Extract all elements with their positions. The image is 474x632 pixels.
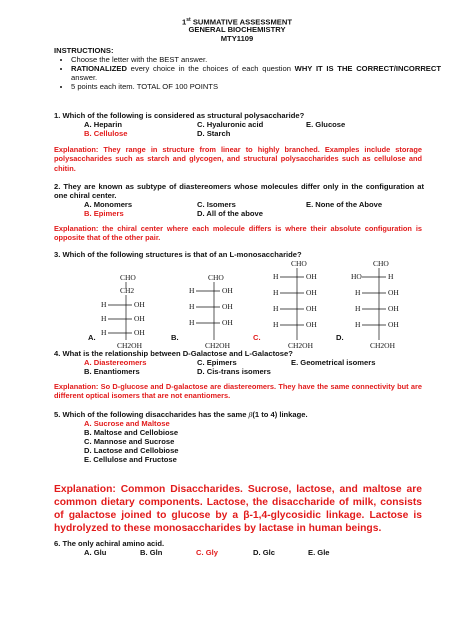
svg-text:CHO: CHO [291,259,307,268]
svg-text:CHO: CHO [208,273,224,282]
question-3: 3. Which of the following structures is that of an L-monosaccharide? [54,250,302,259]
q4-option-c: C. Epimers [197,358,237,367]
svg-text:H: H [355,288,361,297]
instructions-list [54,55,441,91]
svg-text:H: H [101,314,107,323]
svg-text:OH: OH [134,328,145,337]
q1-explanation: Explanation: They range in structure from linear to highly branched. Examples include storage polysaccharides such as starch and glycogen, and structural polysaccharides such as cellulose and chitin. [54,145,422,173]
course-title: GENERAL BIOCHEMISTRY [188,25,286,34]
question-5: 5. Which of the following disaccharides has the same β(1 to 4) linkage. [54,410,308,419]
q2-option-c: C. Isomers [197,200,236,209]
structure-d [351,259,399,348]
svg-text:H: H [101,300,107,309]
svg-text:CH2OH: CH2OH [117,341,143,348]
svg-text:CH2OH: CH2OH [288,341,314,348]
q1-option-d: D. Starch [197,129,231,138]
svg-text:H: H [189,318,195,327]
q2-option-b-answer: B. Epimers [84,209,124,218]
q4-option-a-answer: A. Diastereomers [84,358,147,367]
svg-text:OH: OH [222,302,233,311]
q4-option-d: D. Cis-trans isomers [197,367,271,376]
svg-text:CHO: CHO [120,273,136,282]
q5-option-d: D. Lactose and Cellobiose [84,446,179,455]
svg-text:H: H [355,304,361,313]
q1-option-b-answer: B. Cellulose [84,129,128,138]
q6-option-b: B. Gln [140,548,163,557]
svg-text:H: H [388,272,394,281]
q2-option-d: D. All of the above [197,209,263,218]
svg-text:OH: OH [222,286,233,295]
svg-text:OH: OH [388,304,399,313]
q5-options [84,419,179,464]
svg-text:H: H [355,320,361,329]
q5-option-a-answer: A. Sucrose and Maltose [84,419,170,428]
instruction-item: • Choose the letter with the BEST answer. [71,55,441,64]
label-a: A. [88,333,96,342]
q4-explanation: Explanation: So D-glucose and D-galactose are diastereomers. They have the same connectivity but are different optical isomers that are not enantiomers. [54,382,422,401]
q5-option-b: B. Maltose and Cellobiose [84,428,179,437]
question-6: 6. The only achiral amino acid. [54,539,165,548]
instructions-title: INSTRUCTIONS: [54,46,114,55]
instruction-item: • RATIONALIZED every choice in the choices of each question WHY IT IS THE CORRECT/INCORRECT answer. [71,64,441,82]
course-code: MTY1109 [220,34,254,43]
svg-text:OH: OH [306,320,317,329]
svg-text:H: H [189,286,195,295]
q6-option-c-answer: C. Gly [196,548,218,557]
q5-explanation: Explanation: Common Disaccharides. Sucrose, lactose, and maltose are common dietary components. Lactose, the disaccharide of milk, consists of galactose joined to glucose by a β-1,4-glycosidic linkage. Lactose is hydrolyzed to these monosaccharides by lactase in human beings. [54,484,422,534]
svg-text:OH: OH [306,288,317,297]
question-1: 1. Which of the following is considered as structural polysaccharide? [54,111,305,120]
q6-option-d: D. Glc [253,548,275,557]
q1-option-a: A. Heparin [84,120,122,129]
svg-text:OH: OH [388,288,399,297]
q2-explanation: Explanation: the chiral center where each molecule differs is where their absolute configuration is opposite that of the other pair. [54,224,422,243]
svg-text:H: H [189,302,195,311]
svg-text:H: H [273,272,279,281]
q5-option-e: E. Cellulose and Fructose [84,455,177,464]
instruction-item: • 5 points each item. TOTAL OF 100 POINTS [71,82,441,91]
svg-text:CHO: CHO [373,259,389,268]
svg-text:HO: HO [351,272,362,281]
q4-option-e: E. Geometrical isomers [291,358,376,367]
svg-text:H: H [101,328,107,337]
svg-text:CH2OH: CH2OH [205,341,231,348]
svg-text:OH: OH [134,300,145,309]
q2-option-a: A. Monomers [84,200,133,209]
q6-option-e: E. Gle [308,548,330,557]
structure-c [273,259,317,348]
q5-option-c: C. Mannose and Sucrose [84,437,175,446]
q1-option-e: E. Glucose [306,120,346,129]
svg-text:H: H [273,320,279,329]
question-4: 4. What is the relationship between D-Galactose and L-Galactose? [54,349,293,358]
svg-text:CH2OH: CH2OH [370,341,396,348]
structure-b [189,273,233,348]
svg-text:OH: OH [306,272,317,281]
assessment-title: 1st SUMMATIVE ASSESSMENT [182,17,292,27]
q2-option-e: E. None of the Above [306,200,383,209]
fischer-projections [0,258,474,348]
label-b: B. [171,333,179,342]
structure-a [101,273,145,348]
svg-text:H: H [273,288,279,297]
svg-text:H: H [273,304,279,313]
question-2: 2. They are known as subtype of diastereomers whose molecules differ only in the configuration at one chiral center. [54,182,424,200]
svg-text:OH: OH [134,314,145,323]
q1-option-c: C. Hyaluronic acid [197,120,264,129]
label-c-answer: C. [253,333,261,342]
q4-option-b: B. Enantiomers [84,367,140,376]
label-d: D. [336,333,344,342]
q6-option-a: A. Glu [84,548,107,557]
svg-text:OH: OH [306,304,317,313]
svg-text:CH2: CH2 [120,286,135,295]
svg-text:OH: OH [222,318,233,327]
svg-text:OH: OH [388,320,399,329]
